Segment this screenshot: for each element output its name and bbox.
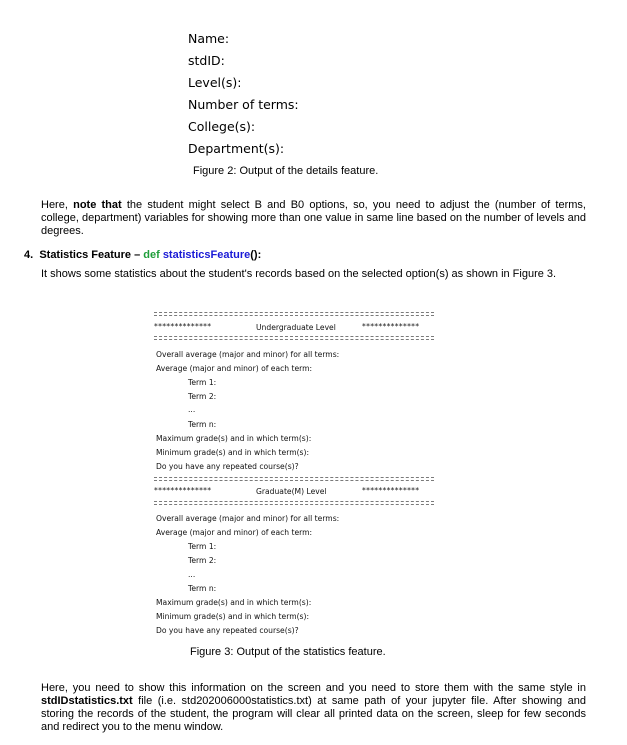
separator-line [154, 312, 434, 314]
code-keyword: def [143, 249, 163, 261]
grad-overall: Overall average (major and minor) for all terms: [156, 514, 340, 523]
figure2-line-name: Name: [188, 31, 230, 46]
undergrad-termn: Term n: [188, 420, 217, 429]
figure2-line-department: Department(s): [188, 141, 285, 156]
figure2-line-levels: Level(s): [188, 75, 242, 90]
para1-bold: note that [73, 199, 122, 211]
separator-line [154, 501, 434, 503]
figure3-output [154, 310, 434, 640]
grad-repeated: Do you have any repeated course(s)? [156, 626, 299, 635]
paragraph-store [41, 682, 586, 734]
function-paren: (): [250, 249, 262, 261]
stars-left: ************** [154, 486, 212, 495]
separator-line [154, 480, 434, 482]
separator-line [154, 477, 434, 479]
undergrad-term1: Term 1: [188, 378, 217, 387]
separator-line [154, 339, 434, 341]
stars-left: ************** [154, 322, 212, 331]
section-title: Statistics Feature – [39, 249, 144, 261]
undergrad-each: Average (major and minor) of each term: [156, 364, 313, 373]
undergrad-term2: Term 2: [188, 392, 217, 401]
grad-termn: Term n: [188, 584, 217, 593]
section-number: 4. [24, 249, 34, 261]
grad-dots: ... [188, 570, 196, 579]
separator-line [154, 336, 434, 338]
para1-rest: the student might select B and B0 options, so, you need to adjust the (number of terms, college, department) variables for showing more than one value in same line based on the number of levels and degrees. [41, 199, 586, 237]
grad-term2: Term 2: [188, 556, 217, 565]
undergrad-min: Minimum grade(s) and in which term(s): [156, 448, 310, 457]
grad-min: Minimum grade(s) and in which term(s): [156, 612, 310, 621]
grad-title: Graduate(M) Level [256, 487, 327, 496]
undergrad-repeated: Do you have any repeated course(s)? [156, 462, 299, 471]
separator-line [154, 315, 434, 317]
figure2-line-stdid: stdID: [188, 53, 225, 68]
grad-term1: Term 1: [188, 542, 217, 551]
undergrad-dots: ... [188, 405, 196, 414]
para1-prefix: Here, [41, 199, 74, 211]
function-name: statisticsFeature [162, 249, 251, 261]
figure2-caption: Figure 2: Output of the details feature. [193, 165, 379, 177]
separator-line [154, 504, 434, 506]
stars-right: ************** [362, 486, 420, 495]
figure2-line-terms: Number of terms: [188, 97, 299, 112]
para2-c: file (i.e. std202006000statistics.txt) at same path of your jupyter file. After showing and storing the records of the student, the program will clear all printed data on the screen, sleep for few seconds and redirect you to the menu window. [41, 695, 586, 733]
undergrad-max: Maximum grade(s) and in which term(s): [156, 434, 312, 443]
section-description: It shows some statistics about the student's records based on the selected option(s) as shown in Figure 3. [41, 268, 557, 280]
grad-max: Maximum grade(s) and in which term(s): [156, 598, 312, 607]
para2-a: Here, you need to show this information on the screen and you need to store them with the same style in [41, 682, 586, 694]
undergrad-overall: Overall average (major and minor) for all terms: [156, 350, 340, 359]
grad-each: Average (major and minor) of each term: [156, 528, 313, 537]
figure3-caption: Figure 3: Output of the statistics feature. [190, 646, 386, 658]
figure2-line-college: College(s): [188, 119, 256, 134]
stars-right: ************** [362, 322, 420, 331]
filename-bold: stdIDstatistics.txt [41, 695, 133, 707]
paragraph-note [41, 199, 586, 238]
undergrad-title: Undergraduate Level [256, 323, 336, 332]
section-heading [24, 249, 261, 261]
